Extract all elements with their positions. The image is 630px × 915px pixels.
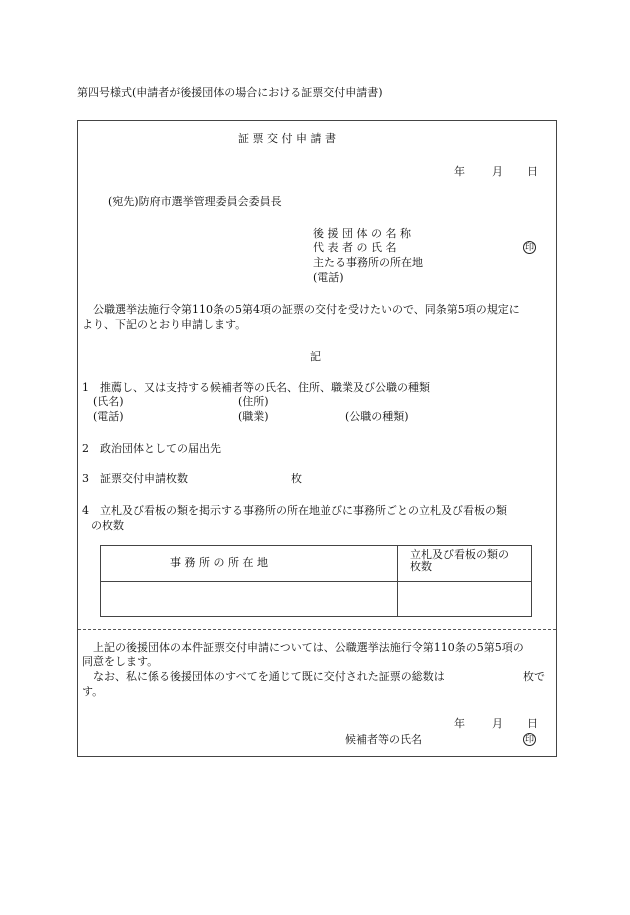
consent-line3: なお、私に係る後援団体のすべてを通じて既に交付された証票の総数は bbox=[93, 670, 445, 683]
candidate-signature-label: 候補者等の氏名 bbox=[345, 733, 422, 746]
candidate-name-label: (氏名) bbox=[93, 395, 124, 408]
ki-heading: 記 bbox=[310, 350, 321, 363]
body-text-line1: 公職選挙法施行令第110条の5第4項の証票の交付を受けたいので、同条第5項の規定に bbox=[93, 303, 520, 316]
consent-line2: 同意をします。 bbox=[82, 655, 159, 668]
candidate-seal-icon: 印 bbox=[524, 735, 534, 745]
consent-date-month: 月 bbox=[492, 717, 503, 730]
table-header-count-line1: 立札及び看板の類の bbox=[410, 548, 509, 561]
date-year: 年 bbox=[454, 165, 465, 178]
public-office-type-label: (公職の種類) bbox=[345, 410, 409, 423]
form-number-title: 第四号様式(申請者が後援団体の場合における証票交付申請書) bbox=[77, 86, 383, 99]
office-address-label: 主たる事務所の所在地 bbox=[313, 256, 423, 269]
document-title: 証 票 交 付 申 請 書 bbox=[238, 132, 336, 145]
date-day: 日 bbox=[527, 165, 538, 178]
candidate-address-label: (住所) bbox=[238, 395, 269, 408]
consent-line4: す。 bbox=[82, 685, 104, 698]
table-header-count-line2: 枚数 bbox=[410, 560, 432, 573]
item4-line2: の枚数 bbox=[91, 519, 124, 532]
addressee: (宛先)防府市選挙管理委員会委員長 bbox=[108, 195, 282, 208]
table-row-divider bbox=[101, 581, 531, 582]
table-header-office-address: 事 務 所 の 所 在 地 bbox=[170, 556, 268, 569]
item1-heading: 1 推薦し、又は支持する候補者等の氏名、住所、職業及び公職の種類 bbox=[82, 381, 430, 394]
consent-line1: 上記の後援団体の本件証票交付申請については、公職選挙法施行令第110条の5第5項の bbox=[93, 641, 524, 654]
consent-line3-unit: 枚で bbox=[523, 670, 545, 683]
seal-icon: 印 bbox=[524, 243, 534, 253]
item2-text: 2 政治団体としての届出先 bbox=[82, 442, 221, 455]
body-text-line2: より、下記のとおり申請します。 bbox=[82, 318, 247, 331]
candidate-phone-label: (電話) bbox=[93, 410, 124, 423]
item3-label: 3 証票交付申請枚数 bbox=[82, 472, 188, 485]
date-month: 月 bbox=[492, 165, 503, 178]
table-column-divider bbox=[397, 546, 398, 616]
candidate-occupation-label: (職業) bbox=[238, 410, 269, 423]
group-name-label: 後 援 団 体 の 名 称 bbox=[313, 227, 411, 240]
representative-label: 代 表 者 の 氏 名 bbox=[313, 241, 397, 254]
item3-unit: 枚 bbox=[291, 472, 302, 485]
dashed-divider bbox=[78, 629, 556, 630]
consent-date-day: 日 bbox=[527, 717, 538, 730]
item4-line1: 4 立札及び看板の類を掲示する事務所の所在地並びに事務所ごとの立札及び看板の類 bbox=[82, 504, 507, 517]
phone-label: (電話) bbox=[313, 271, 344, 284]
consent-date-year: 年 bbox=[454, 717, 465, 730]
